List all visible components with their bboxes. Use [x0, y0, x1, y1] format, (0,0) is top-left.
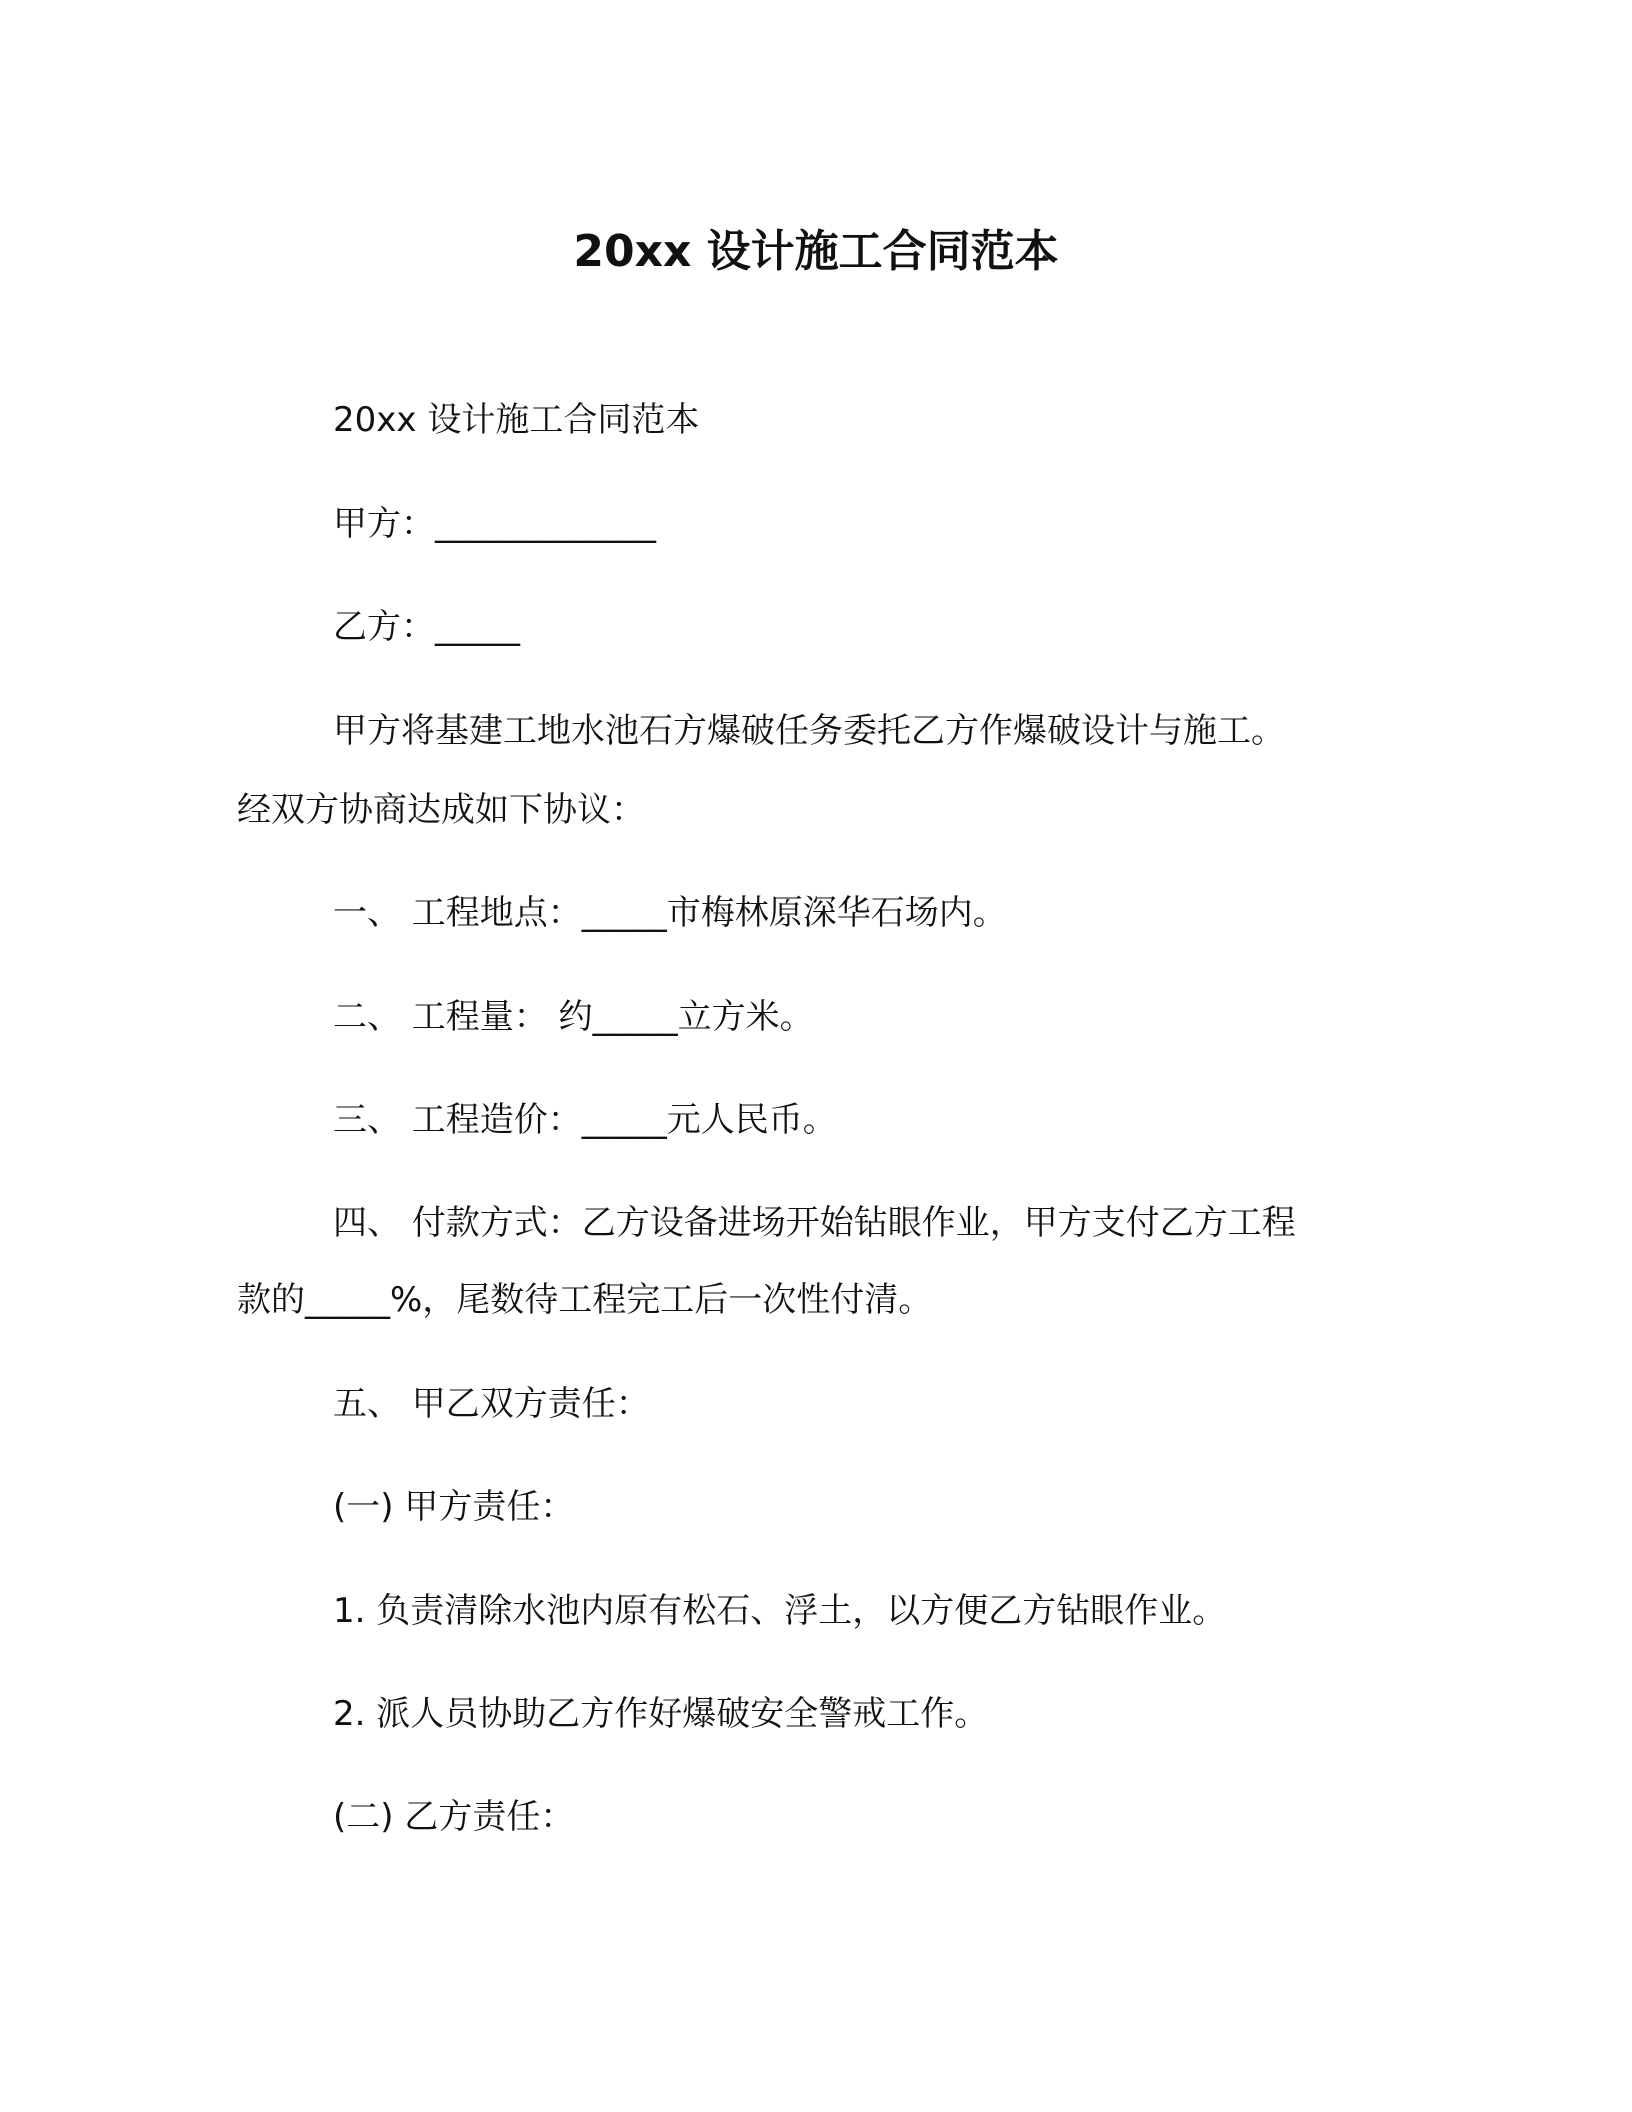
clause-1-location: 一、 工程地点：_____市梅林原深华石场内。 [333, 893, 1007, 933]
document-subtitle: 20xx 设计施工合同范本 [333, 400, 700, 440]
party-b-line: 乙方：_____ [333, 607, 520, 647]
party-a-responsibility-heading: (一) 甲方责任： [333, 1487, 575, 1527]
intro-paragraph-line-2: 经双方协商达成如下协议： [237, 790, 645, 830]
clause-3-cost: 三、 工程造价：_____元人民币。 [333, 1100, 837, 1140]
clause-4-payment-line-1: 四、 付款方式：乙方设备进场开始钻眼作业，甲方支付乙方工程 [333, 1203, 1296, 1243]
clause-2-quantity: 二、 工程量： 约_____立方米。 [333, 997, 814, 1037]
intro-paragraph-line-1: 甲方将基建工地水池石方爆破任务委托乙方作爆破设计与施工。 [333, 711, 1285, 751]
clause-5-responsibilities: 五、 甲乙双方责任： [333, 1384, 650, 1424]
clause-4-payment-line-2: 款的_____%，尾数待工程完工后一次性付清。 [237, 1280, 933, 1320]
party-a-line: 甲方：_____________ [333, 504, 656, 544]
document-title: 20xx 设计施工合同范本 [573, 226, 1059, 277]
party-a-responsibility-item-1: 1. 负责清除水池内原有松石、浮土，以方便乙方钻眼作业。 [333, 1591, 1227, 1631]
party-a-responsibility-item-2: 2. 派人员协助乙方作好爆破安全警戒工作。 [333, 1694, 989, 1734]
party-b-responsibility-heading: (二) 乙方责任： [333, 1797, 575, 1837]
